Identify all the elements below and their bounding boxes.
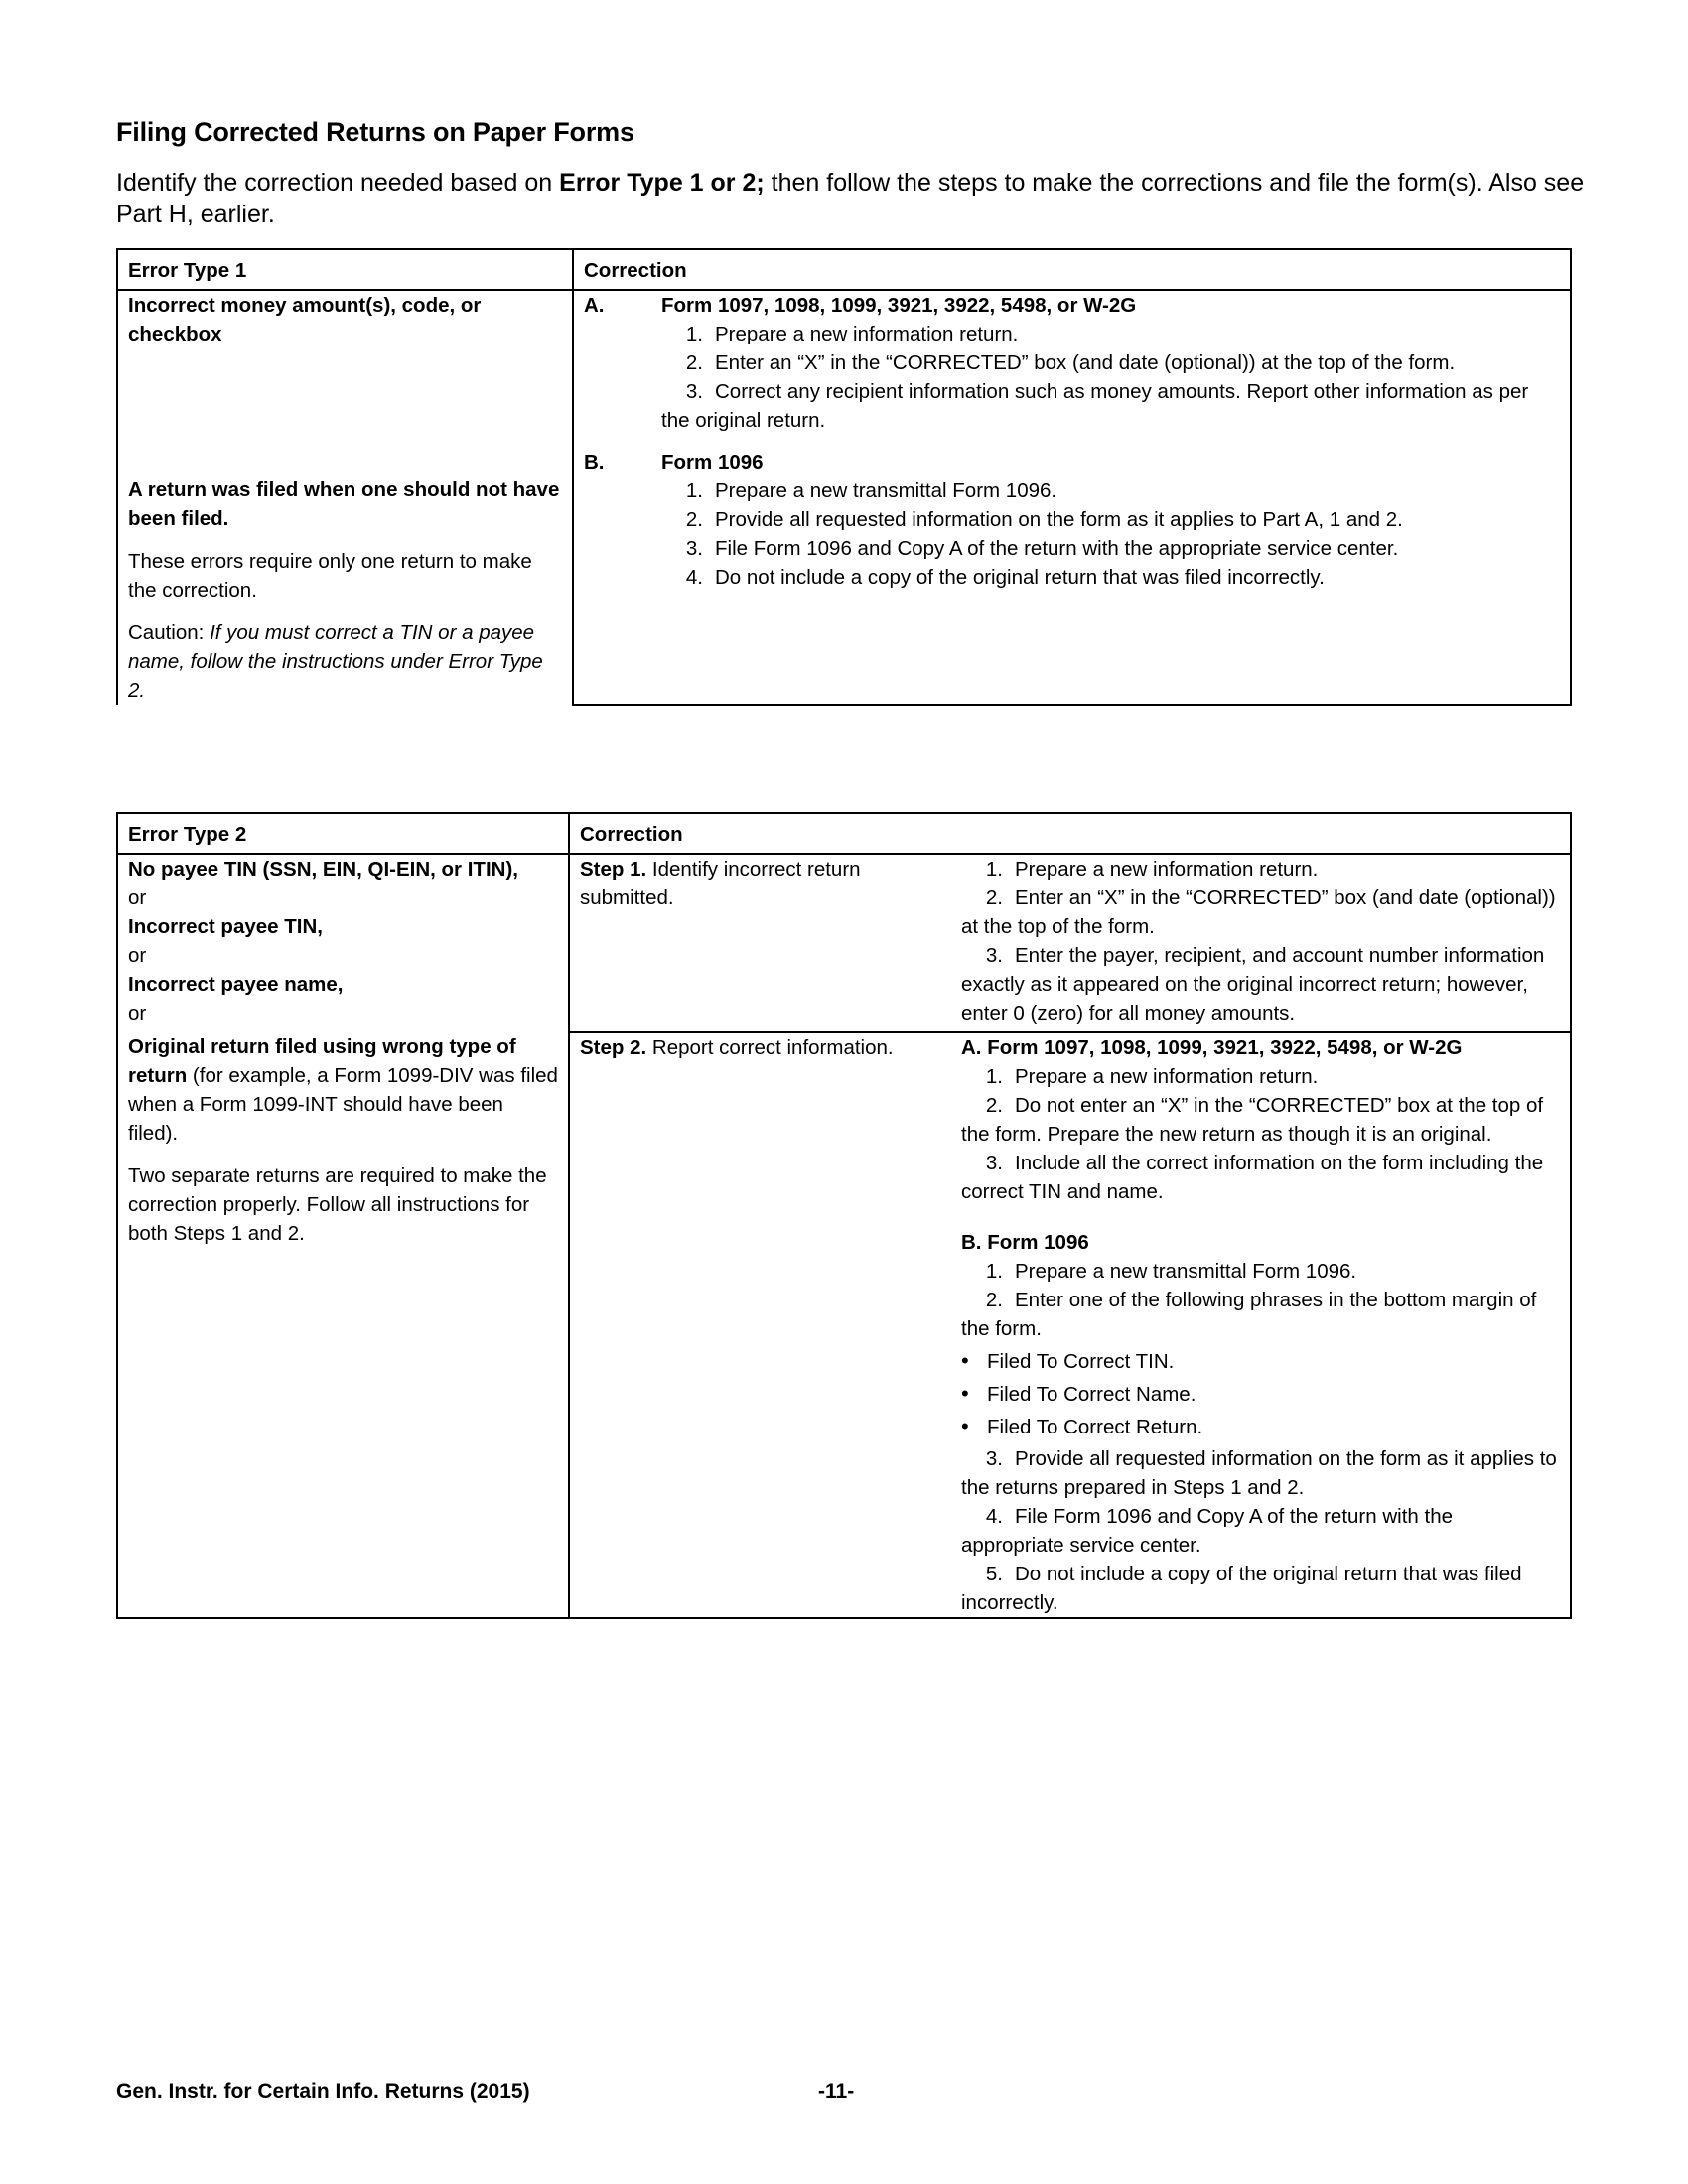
step2-b-heading: B. Form 1096 — [961, 1231, 1089, 1254]
list-item-number: 1. — [985, 858, 1003, 881]
list-item-text: Enter an “X” in the “CORRECTED” box (and date (optional)) at the top of the form. — [961, 887, 1556, 938]
table1-caution-label: Caution: — [128, 621, 211, 644]
list-item-text: Correct any recipient information such as money amounts. Report other information as per the original return. — [661, 380, 1529, 432]
wrong-type-rest: (for example, a Form 1099-DIV was filed when a Form 1099-INT should have been filed). — [128, 1064, 558, 1145]
list-item-text: Enter one of the following phrases in the bottom margin of the form. — [961, 1289, 1537, 1340]
list-item-text: Prepare a new information return. — [1015, 858, 1319, 881]
table2-header-left: Error Type 2 — [117, 813, 569, 854]
table1-row2-note: These errors require only one return to make the correction. — [128, 550, 532, 602]
intro-paragraph — [116, 167, 1586, 230]
list-item — [961, 884, 1560, 941]
list-item-text: Prepare a new transmittal Form 1096. — [1015, 1260, 1357, 1283]
bullet-icon: • — [961, 1381, 969, 1406]
list-item-text: Include all the correct information on the form including the correct TIN and name. — [961, 1152, 1544, 1203]
list-item-text: Provide all requested information on the form as it applies to the returns prepared in Steps 1 and 2. — [961, 1447, 1557, 1499]
table1-row2-left: A return was filed when one should not have been filed. — [128, 478, 560, 530]
list-item-number: 2. — [985, 887, 1003, 909]
or-separator: or — [128, 944, 147, 967]
list-item — [661, 348, 1560, 377]
table1-row1-heading: Form 1097, 1098, 1099, 3921, 3922, 5498, or W-2G — [661, 294, 1137, 317]
or-separator: or — [128, 1002, 147, 1024]
intro-post: then follow the steps to make the corrections and file the form(s). Also see Part H, earlier. — [116, 169, 1585, 228]
list-item-number: 3. — [685, 380, 703, 403]
list-item-number: 2. — [985, 1289, 1003, 1311]
table1-row2-list — [584, 477, 1560, 592]
list-item-number: 3. — [685, 537, 703, 560]
table1-row1-heading-line — [584, 291, 1560, 320]
table2-row2-note: Two separate returns are required to make the correction properly. Follow all instructions for both Steps 1 and 2. — [128, 1164, 547, 1245]
list-item-text: Prepare a new transmittal Form 1096. — [715, 479, 1057, 502]
list-item — [961, 1062, 1560, 1091]
bullet-item — [961, 1412, 1560, 1441]
step1-label: Step 1. — [580, 858, 647, 881]
bullet-text: Filed To Correct Name. — [987, 1383, 1196, 1406]
page-title: Filing Corrected Returns on Paper Forms — [116, 117, 634, 147]
list-item-number: 3. — [985, 1152, 1003, 1174]
step2-b-list-after — [961, 1444, 1560, 1617]
list-item — [961, 1502, 1560, 1560]
intro-pre: Identify the correction needed based on — [116, 169, 560, 197]
list-item-number: 2. — [685, 508, 703, 531]
table2-step2-list — [951, 1032, 1571, 1618]
list-item — [661, 505, 1560, 534]
error-condition: No payee TIN (SSN, EIN, QI-EIN, or ITIN), — [128, 858, 518, 881]
list-item-number: 2. — [985, 1094, 1003, 1117]
list-item — [961, 1444, 1560, 1502]
list-item — [961, 941, 1560, 1027]
or-separator: or — [128, 887, 147, 909]
step2-a-list — [961, 1062, 1560, 1206]
list-item-number: 4. — [985, 1505, 1003, 1528]
list-item-number: 2. — [685, 351, 703, 374]
table2-row1-left — [117, 854, 569, 1032]
error-condition: Incorrect payee name, — [128, 973, 344, 996]
list-item-number: 3. — [985, 944, 1003, 967]
table1-caution — [128, 618, 562, 705]
list-item-text: File Form 1096 and Copy A of the return with the appropriate service center. — [715, 537, 1399, 560]
table1-header-right: Correction — [573, 249, 1571, 290]
intro-bold: Error Type 1 or 2; — [559, 169, 765, 197]
table1-letter-a: A. — [584, 294, 605, 317]
table1-caution-text: If you must correct a TIN or a payee name, follow the instructions under Error Type 2. — [128, 621, 543, 702]
footer-title: Gen. Instr. for Certain Info. Returns (2015) — [116, 2080, 530, 2103]
table1-cell-left — [117, 290, 573, 705]
list-item-text: Do not include a copy of the original return that was filed incorrectly. — [715, 566, 1325, 589]
list-item-text: Provide all requested information on the form as it applies to Part A, 1 and 2. — [715, 508, 1403, 531]
table2-row2-left — [117, 1032, 569, 1618]
step1-text: Identify incorrect return submitted. — [580, 858, 861, 909]
page-number: -11- — [818, 2080, 855, 2103]
bullet-text: Filed To Correct TIN. — [987, 1350, 1175, 1373]
table1-row1-list — [584, 320, 1560, 435]
table2-step1-list — [951, 854, 1571, 1032]
table1-row2-heading: Form 1096 — [661, 451, 764, 474]
error-type-1-table — [116, 248, 1572, 706]
table2-header-right: Correction — [569, 813, 1571, 854]
list-item-text: Prepare a new information return. — [715, 323, 1019, 345]
list-item — [661, 320, 1560, 348]
list-item — [961, 855, 1560, 884]
bullet-item — [961, 1379, 1560, 1409]
list-item — [961, 1286, 1560, 1343]
bullet-text: Filed To Correct Return. — [987, 1416, 1203, 1438]
list-item — [661, 563, 1560, 592]
list-item-number: 1. — [685, 479, 703, 502]
step2-label: Step 2. — [580, 1036, 647, 1059]
list-item-text: Do not include a copy of the original return that was filed incorrectly. — [961, 1563, 1522, 1614]
list-item-number: 4. — [685, 566, 703, 589]
step2-b-list-before — [961, 1257, 1560, 1343]
list-item — [961, 1560, 1560, 1617]
bullet-icon: • — [961, 1348, 969, 1373]
table2-step1-cell — [569, 854, 951, 1032]
step2-text: Report correct information. — [646, 1036, 894, 1059]
bullet-item — [961, 1346, 1560, 1376]
list-item-number: 3. — [985, 1447, 1003, 1470]
wrong-type-label: Original return filed using wrong type of return — [128, 1035, 516, 1087]
list-item-text: File Form 1096 and Copy A of the return with the appropriate service center. — [961, 1505, 1453, 1557]
table2-row2-left-text — [128, 1032, 558, 1148]
list-item-number: 1. — [985, 1065, 1003, 1088]
table1-header-left: Error Type 1 — [117, 249, 573, 290]
list-item — [661, 534, 1560, 563]
list-item-text: Do not enter an “X” in the “CORRECTED” box at the top of the form. Prepare the new return as though it is an original. — [961, 1094, 1544, 1146]
error-type-2-table — [116, 812, 1572, 1619]
table1-row2-heading-line — [584, 448, 1560, 477]
list-item-text: Prepare a new information return. — [1015, 1065, 1319, 1088]
table2-step2-cell — [569, 1032, 951, 1618]
error-condition: Incorrect payee TIN, — [128, 915, 323, 938]
list-item-number: 5. — [985, 1563, 1003, 1585]
list-item — [661, 477, 1560, 505]
step2-a-heading: A. Form 1097, 1098, 1099, 3921, 3922, 5498, or W-2G — [961, 1036, 1463, 1059]
step2-b-bullets — [961, 1346, 1560, 1441]
list-item-text: Enter the payer, recipient, and account number information exactly as it appeared on the original incorrect return; however, enter 0 (zero) for all money amounts. — [961, 944, 1545, 1024]
bullet-icon: • — [961, 1414, 969, 1438]
list-item-number: 1. — [685, 323, 703, 345]
list-item — [661, 377, 1560, 435]
list-item — [961, 1257, 1560, 1286]
table1-row1-left: Incorrect money amount(s), code, or checkbox — [128, 294, 482, 345]
table1-letter-b: B. — [584, 451, 605, 474]
list-item — [961, 1091, 1560, 1149]
list-item-number: 1. — [985, 1260, 1003, 1283]
list-item-text: Enter an “X” in the “CORRECTED” box (and date (optional)) at the top of the form. — [715, 351, 1456, 374]
list-item — [961, 1149, 1560, 1206]
table1-cell-right — [573, 290, 1571, 705]
